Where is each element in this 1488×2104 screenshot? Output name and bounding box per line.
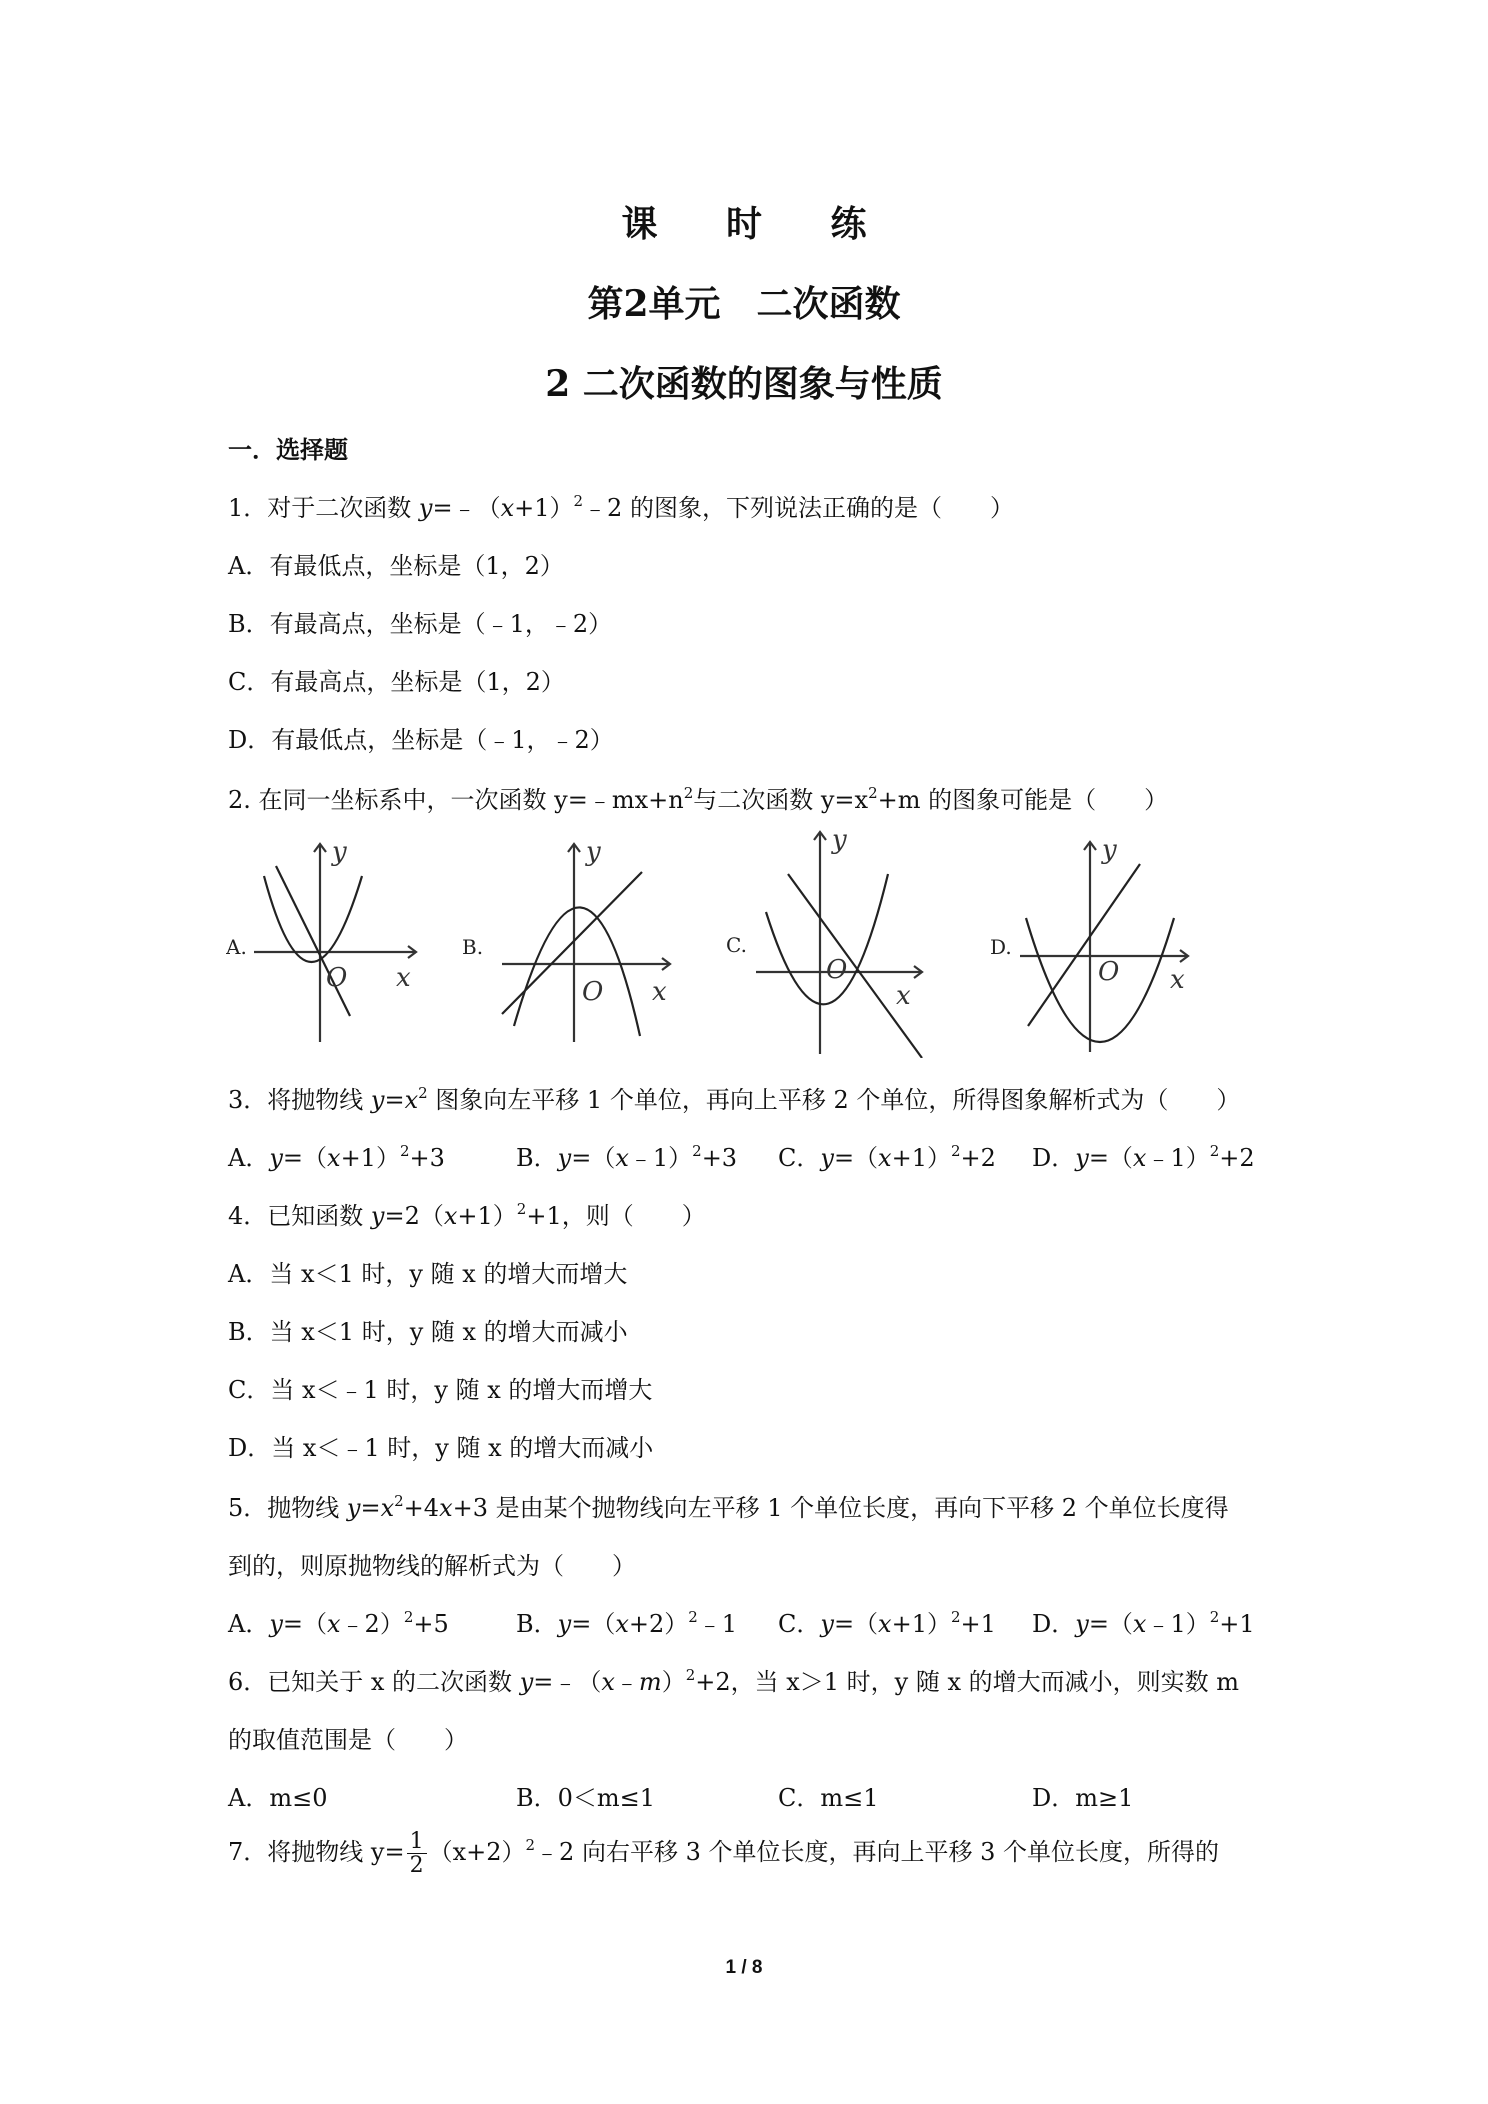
graph-option-d <box>990 836 1200 1056</box>
graph-a-letter: A. <box>226 935 247 959</box>
graph-b-letter: B. <box>462 935 484 959</box>
graph-option-b <box>462 836 682 1046</box>
graph-b-y-label: y <box>586 837 601 867</box>
question-4-option-a: A．当 x＜1 时，y 随 x 的增大而增大 <box>228 1260 628 1288</box>
question-6-stem-cont: 的取值范围是（ ） <box>228 1726 468 1754</box>
question-1-option-b: B．有最高点，坐标是（﹣1，﹣2） <box>228 610 613 638</box>
question-1-stem: 1．对于二次函数 $y=﹣(x+1)^2﹣2$ 的图象，下列说法正确的是（ ） <box>228 492 1014 522</box>
graph-d-letter: D. <box>990 935 1012 959</box>
question-6-option-d: D．m≥1 <box>1032 1784 1134 1812</box>
graph-c-letter: C. <box>726 933 747 957</box>
question-1-option-a: A．有最低点，坐标是（1，2） <box>228 552 564 580</box>
question-3-option-b: B．y=（x﹣1）$^2$+3 <box>516 1142 738 1172</box>
question-4-option-c: C．当 x＜﹣1 时，y 随 x 的增大而增大 <box>228 1376 653 1404</box>
graph-a-x-label: x <box>396 963 411 993</box>
question-5-stem-cont: 到的，则原抛物线的解析式为（ ） <box>228 1552 636 1580</box>
graph-b-line <box>502 872 642 1014</box>
graph-c-origin-label: O <box>826 955 848 985</box>
question-1-option-d: D．有最低点，坐标是（﹣1，﹣2） <box>228 726 614 754</box>
page-title: 课 时 练 <box>621 203 895 245</box>
graph-a-parabola <box>264 876 362 962</box>
graph-b-x-label: x <box>652 977 667 1007</box>
unit-title: 第2单元 二次函数 <box>587 283 901 325</box>
graph-option-c <box>726 826 946 1058</box>
question-5-option-d: D．y=（x﹣1）$^2$+1 <box>1032 1608 1255 1638</box>
graph-d-y-label: y <box>1102 836 1117 865</box>
question-4-stem: 4．已知函数 $y=2(x+1)^2+1$，则（ ） <box>228 1200 706 1230</box>
question-6-option-b: B．0＜m≤1 <box>516 1784 656 1812</box>
graph-option-a <box>226 836 426 1046</box>
question-4-option-d: D．当 x＜﹣1 时，y 随 x 的增大而减小 <box>228 1434 654 1462</box>
graph-a-origin-label: O <box>326 963 348 993</box>
question-3-option-c: C．$y=(x+1)^2+2$ <box>778 1142 996 1172</box>
question-6-option-a: A．m≤0 <box>228 1784 328 1812</box>
question-3-option-d: D．y=（x﹣1）$^2$+2 <box>1032 1142 1255 1172</box>
question-7-stem: 7．将抛物线 y= $\frac{1}{2}$ $(x+2)^2﹣2$ 向右平移 3 个单位长度，再向上平移 3 个单位长度，所得的 <box>228 1829 1219 1879</box>
lesson-title: 2 二次函数的图象与性质 <box>545 363 943 405</box>
question-5-option-b: B．$y=(x+2)^2﹣1$ <box>516 1608 738 1638</box>
question-6-stem: 6．已知关于 x 的二次函数 y=﹣（x﹣m）$^2$+2，当 x＞1 时，y 随 x 的增大而减小，则实数 m <box>228 1666 1240 1696</box>
graph-b-origin-label: O <box>582 977 604 1007</box>
question-5-option-c: C．$y=(x+1)^2+1$ <box>778 1608 996 1638</box>
fraction-one-half: $\frac{1}{2}$ <box>407 1830 427 1877</box>
graph-d-line <box>1028 864 1140 1026</box>
graph-c-y-label: y <box>832 826 847 855</box>
question-3-option-a: A．$y=(x+1)^2+3$ <box>228 1142 445 1172</box>
question-3-stem: 3．将抛物线 $y=x^2$ 图象向左平移 1 个单位，再向上平移 2 个单位，所得图象解析式为（ ） <box>228 1084 1241 1114</box>
graph-d-origin-label: O <box>1098 957 1120 987</box>
question-4-option-b: B．当 x＜1 时，y 随 x 的增大而减小 <box>228 1318 628 1346</box>
question-2-stem: 2. 在同一坐标系中，一次函数 $y=﹣mx+n^2$与二次函数 $y=x^2+m$ 的图象可能是（ ） <box>228 784 1169 814</box>
graph-d-x-label: x <box>1170 965 1185 995</box>
question-5-stem: 5．抛物线 $y=x^2+4x+3$ 是由某个抛物线向左平移 1 个单位长度，再向下平移 2 个单位长度得 <box>228 1492 1229 1522</box>
graph-c-x-label: x <box>896 981 911 1011</box>
section-heading: 一．选择题 <box>228 435 348 464</box>
graph-b-parabola <box>514 907 640 1036</box>
question-6-option-c: C．m≤1 <box>778 1784 879 1812</box>
page-number: 1 / 8 <box>725 1957 763 1978</box>
graph-a-y-label: y <box>332 837 347 867</box>
question-5-option-a: A．y=（x﹣2）$^2$+5 <box>228 1608 449 1638</box>
question-1-option-c: C．有最高点，坐标是（1，2） <box>228 668 565 696</box>
graph-c-line <box>788 874 922 1058</box>
